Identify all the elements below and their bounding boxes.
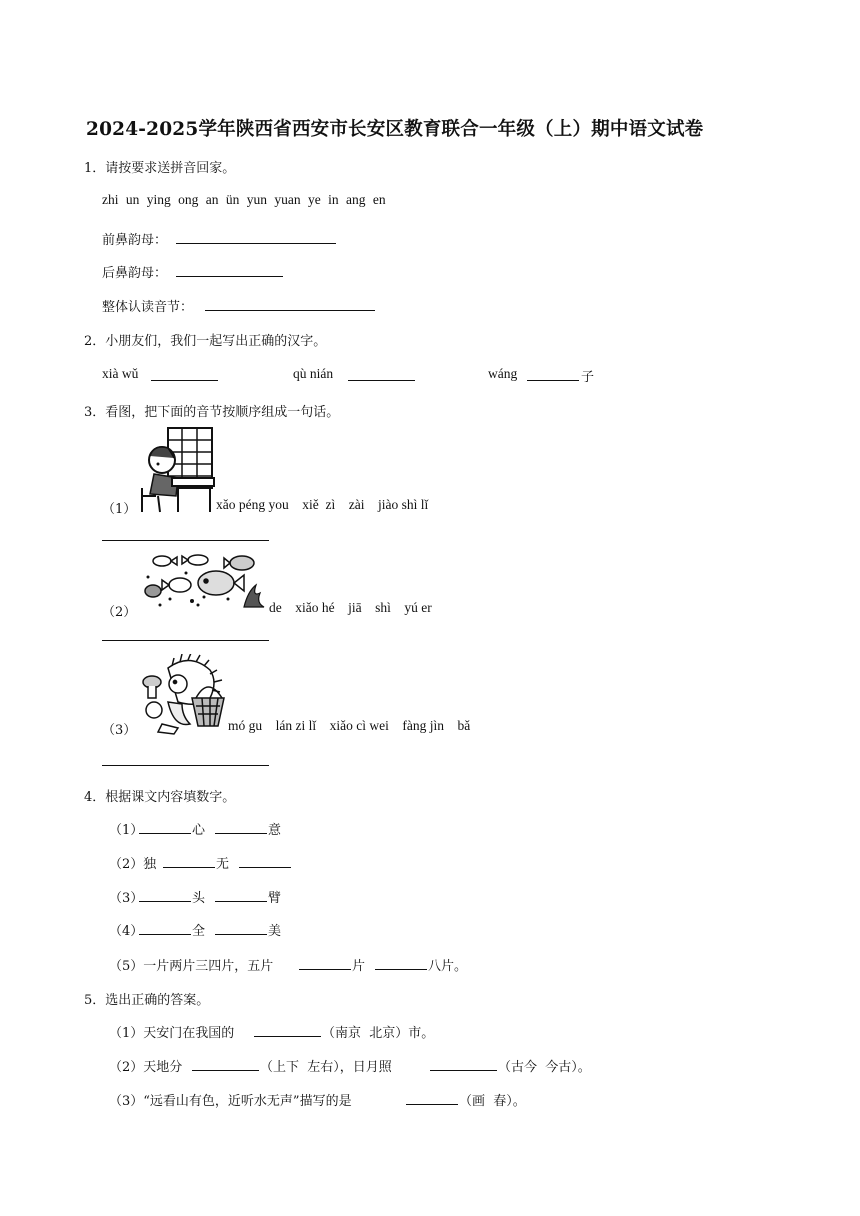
q4-row-1-blank-a[interactable] bbox=[139, 833, 191, 834]
question-3-prompt: 3．看图，把下面的音节按顺序组成一句话。 bbox=[84, 405, 340, 420]
child-writing-picture bbox=[138, 426, 216, 516]
back-nasal-label: 后鼻韵母： bbox=[102, 266, 168, 281]
hedgehog-with-basket-picture bbox=[138, 654, 228, 736]
question-5-prompt: 5．选出正确的答案。 bbox=[84, 993, 210, 1008]
q3-item-2-number: （2） bbox=[102, 605, 137, 620]
q4-row-3-char-b: 臂 bbox=[268, 891, 282, 906]
q5-item-2-blank-b[interactable] bbox=[430, 1070, 497, 1071]
q4-row-3-char-a: 头 bbox=[192, 891, 206, 906]
q4-row-1-char-b: 意 bbox=[268, 823, 282, 838]
q4-row-3-blank-b[interactable] bbox=[215, 901, 267, 902]
q3-item-1-pinyin: xǎo péng you xiě zì zài jiào shì lǐ bbox=[216, 497, 429, 512]
page-title: 2024-2025学年陕西省西安市长安区教育联合一年级（上）期中语文试卷 bbox=[86, 119, 704, 140]
back-nasal-answer-line[interactable] bbox=[176, 276, 283, 277]
q4-row-2-char-a: 无 bbox=[216, 857, 230, 872]
q3-item-3-answer-line[interactable] bbox=[102, 765, 269, 766]
q5-item-3-lead: （3）“远看山有色，近听水无声”描写的是 bbox=[109, 1094, 352, 1109]
pinyin-xiawu: xià wǔ bbox=[102, 366, 139, 381]
q4-row-2-number: （2）独 bbox=[109, 857, 157, 872]
q4-row-4-blank-a[interactable] bbox=[139, 934, 191, 935]
wang-answer-line[interactable] bbox=[527, 380, 579, 381]
whole-syllable-answer-line[interactable] bbox=[205, 310, 375, 311]
q4-row-4-blank-b[interactable] bbox=[215, 934, 267, 935]
q4-row-4-char-a: 全 bbox=[192, 924, 206, 939]
xiawu-answer-line[interactable] bbox=[151, 380, 218, 381]
front-nasal-label: 前鼻韵母： bbox=[102, 233, 168, 248]
question-1-prompt: 1．请按要求送拼音回家。 bbox=[84, 161, 236, 176]
q4-row-5-blank-a[interactable] bbox=[299, 969, 351, 970]
q4-row-1-char-a: 心 bbox=[192, 823, 206, 838]
q4-row-4-char-b: 美 bbox=[268, 924, 282, 939]
qunian-answer-line[interactable] bbox=[348, 380, 415, 381]
front-nasal-answer-line[interactable] bbox=[176, 243, 336, 244]
q3-item-2-pinyin: de xiǎo hé jiā shì yú er bbox=[269, 600, 432, 615]
pinyin-wang: wáng bbox=[488, 366, 518, 381]
q3-item-3-number: （3） bbox=[102, 723, 137, 738]
fish-in-river-picture bbox=[140, 551, 268, 609]
q3-item-3-pinyin: mó gu lán zi lǐ xiǎo cì wei fàng jìn bǎ bbox=[228, 718, 471, 733]
whole-syllable-label: 整体认读音节： bbox=[102, 300, 194, 315]
question-2-prompt: 2．小朋友们，我们一起写出正确的汉字。 bbox=[84, 334, 327, 349]
q4-row-5-lead: （5）一片两片三四片，五片 bbox=[109, 959, 274, 974]
q4-row-4-number: （4） bbox=[109, 924, 144, 939]
q5-item-2-mid: （上下 左右），日月照 bbox=[260, 1060, 392, 1075]
q3-item-2-answer-line[interactable] bbox=[102, 640, 269, 641]
q4-row-1-number: （1） bbox=[109, 823, 144, 838]
q4-row-2-blank-a[interactable] bbox=[163, 867, 215, 868]
q5-item-2-lead: （2）天地分 bbox=[109, 1060, 183, 1075]
q5-item-1-lead: （1）天安门在我国的 bbox=[109, 1026, 235, 1041]
q5-item-3-blank[interactable] bbox=[406, 1104, 458, 1105]
q4-row-5-char-b: 八片。 bbox=[428, 959, 468, 974]
q3-item-1-answer-line[interactable] bbox=[102, 540, 269, 541]
q4-row-3-number: （3） bbox=[109, 891, 144, 906]
question-1-syllables: zhi un ying ong an ün yun yuan ye in ang en bbox=[102, 192, 386, 207]
q4-row-1-blank-b[interactable] bbox=[215, 833, 267, 834]
q5-item-1-blank[interactable] bbox=[254, 1036, 321, 1037]
q5-item-2-tail: （古今 今古）。 bbox=[498, 1060, 591, 1075]
q5-item-2-blank-a[interactable] bbox=[192, 1070, 259, 1071]
q3-item-1-number: （1） bbox=[102, 502, 137, 517]
q4-row-3-blank-a[interactable] bbox=[139, 901, 191, 902]
q4-row-2-blank-b[interactable] bbox=[239, 867, 291, 868]
q5-item-1-tail: （南京 北京）市。 bbox=[322, 1026, 435, 1041]
wang-suffix-char: 子 bbox=[581, 370, 595, 385]
q5-item-3-tail: （画 春）。 bbox=[459, 1094, 526, 1109]
question-4-prompt: 4．根据课文内容填数字。 bbox=[84, 790, 236, 805]
q4-row-5-char-a: 片 bbox=[352, 959, 366, 974]
pinyin-qunian: qù nián bbox=[293, 366, 334, 381]
q4-row-5-blank-b[interactable] bbox=[375, 969, 427, 970]
